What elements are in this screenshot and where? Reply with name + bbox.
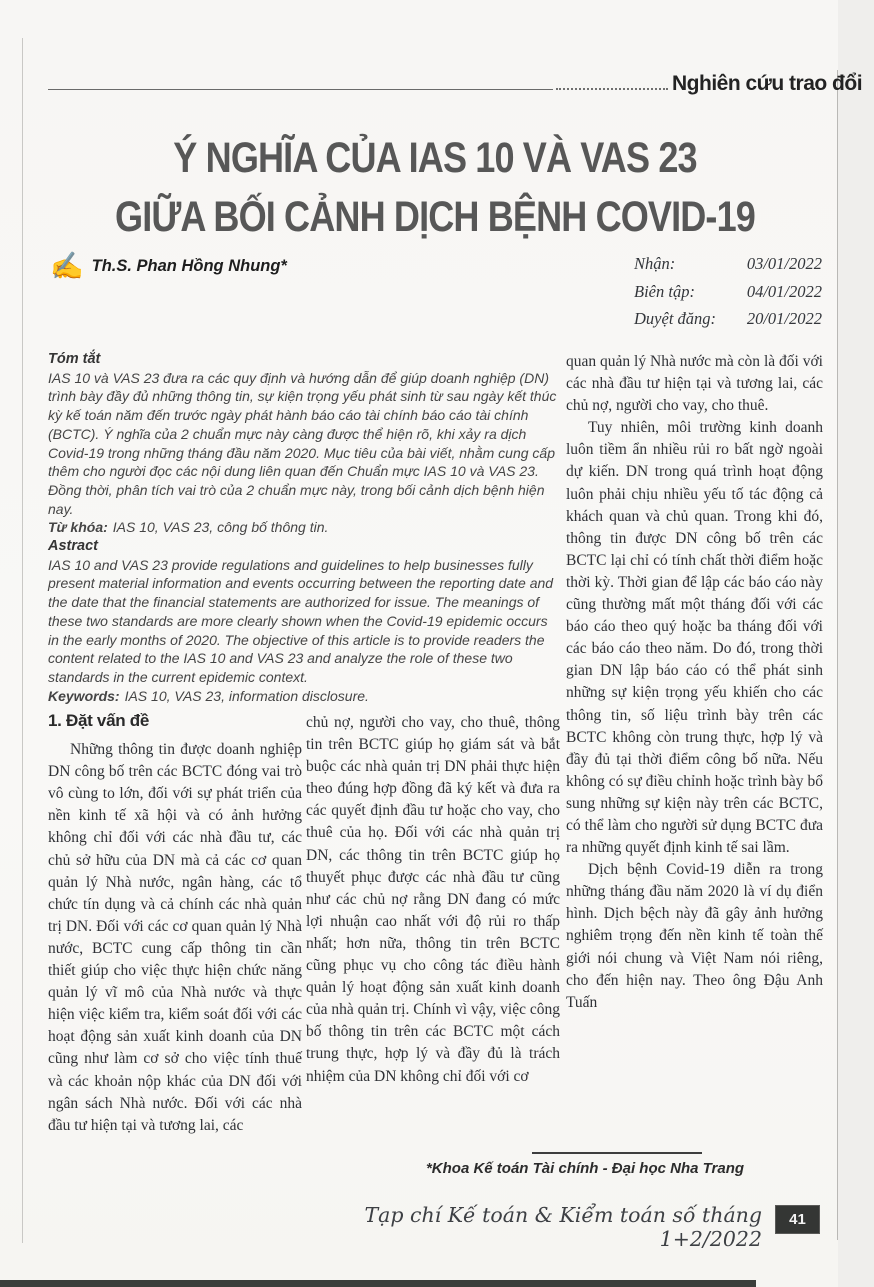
keywords-vi-line	[48, 518, 558, 537]
abstract-en-heading: Astract	[48, 538, 98, 555]
keywords-en-text: IAS 10, VAS 23, information disclosure.	[124, 687, 369, 704]
byline	[50, 253, 287, 280]
article-title	[87, 128, 782, 246]
keywords-en-line	[48, 687, 558, 706]
section-heading: 1. Đặt vấn đề	[48, 711, 149, 730]
date-edited	[634, 278, 822, 306]
date-value: 03/01/2022	[746, 254, 822, 273]
scan-edge-shadow	[838, 0, 874, 1287]
keywords-en-label: Keywords:	[48, 687, 120, 704]
writing-hand-icon: ✍	[50, 251, 84, 281]
bottom-scan-band	[0, 1280, 756, 1287]
header-rule	[48, 89, 553, 90]
keywords-vi-label: Từ khóa:	[48, 519, 108, 536]
date-value: 04/01/2022	[746, 281, 822, 301]
paragraph: Dịch bệnh Covid-19 diễn ra trong những tháng đầu năm 2020 là ví dụ điển hình. Dịch bệch này đã gây ảnh hưởng nghiêm trọng đến nền kinh tế toàn thế giới nói chung và Việt Nam nói riêng, cho đến hiện nay. Theo ông Đậu Anh Tuấn	[566, 861, 823, 1011]
author-affiliation-footnote: *Khoa Kế toán Tài chính - Đại học Nha Trang	[425, 1160, 745, 1177]
date-label: Biên tập:	[634, 281, 695, 301]
submission-dates	[634, 250, 822, 333]
abstract-vi-heading: Tóm tắt	[48, 351, 101, 367]
paragraph: chủ nợ, người cho vay, cho thuê, thông tin trên BCTC giúp họ giám sát và bắt buộc các nhà quản trị DN phải thực hiện theo đúng hợp đồng đã ký kết và đưa ra các quyết định đầu tư hoặc cho vay, cho thuê của họ. Đối với các nhà quản trị DN, các thông tin trên BCTC giúp họ thuyết phục được các nhà đầu tư cũng như các chủ nợ rằng DN đang có mức lợi nhuận cao nhất với độ rủi ro thấp nhất; hơn nữa, thông tin trên BCTC cũng phục vụ cho công tác điều hành quản lý hoạt động sản xuất kinh doanh của nhà quản trị. Chính vì vậy, việc công bố thông tin trên các BCTC một cách trung thực, hợp lý và đầy đủ là trách nhiệm của DN không chỉ đối với cơ	[306, 714, 560, 1085]
body-column-middle	[306, 712, 560, 1088]
date-value: 20/01/2022	[746, 309, 822, 328]
body-column-right	[566, 351, 823, 1014]
page-fold-line	[837, 70, 838, 1240]
section-header-label: Nghiên cứu trao đổi	[672, 72, 863, 95]
abstract-block	[48, 350, 558, 705]
abstract-vi-body: IAS 10 và VAS 23 đưa ra các quy định và hướng dẫn để giúp doanh nghiệp (DN) trình bày đầy đủ những thông tin, sự kiện trọng yếu phát sinh từ sau ngày kết thúc kỳ kế toán năm đến trước ngày phát hành báo cáo tài chính báo cáo tài chính (BCTC). Ý nghĩa của 2 chuẩn mực này càng được thể hiện rõ, khi xảy ra dịch Covid-19 trong những tháng đầu năm 2020. Mục tiêu của bài viết, nhằm cung cấp thêm cho người đọc các nội dung liên quan đến Chuẩn mực IAS 10 và VAS 23. Đồng thời, phân tích vai trò của 2 chuẩn mực này, trong bối cảnh dịch bệnh hiện nay.	[48, 369, 557, 517]
date-approved	[634, 305, 822, 333]
journal-footer-title: Tạp chí Kế toán & Kiểm toán số tháng 1+2/2022	[364, 1203, 762, 1251]
article-title-line2: GIỮA BỐI CẢNH DỊCH BỆNH COVID-19	[115, 192, 755, 241]
date-received	[634, 250, 822, 278]
column-left-text	[48, 739, 302, 1137]
keywords-vi-text: IAS 10, VAS 23, công bố thông tin.	[112, 519, 329, 536]
author-name: Th.S. Phan Hồng Nhung*	[91, 257, 287, 275]
page-number-badge: 41	[776, 1206, 819, 1233]
body-column-left	[48, 710, 302, 1137]
scan-left-line	[22, 38, 23, 1243]
column-right-text	[566, 351, 823, 1014]
paragraph: Tuy nhiên, môi trường kinh doanh luôn tiềm ẩn nhiều rủi ro bất ngờ ngoài dự kiến. DN trong quá trình hoạt động luôn phải chịu nhiều yếu tố tác động cả khách quan và chủ quan. Trong khi đó, thông tin được DN công bố trên các BCTC lại chỉ có tính chất thời điểm hoặc thời kỳ. Thời gian để lập các báo cáo này cũng thường mất một tháng đối với các báo cáo theo quý hoặc ba tháng đối với các báo cáo theo năm. Do đó, trong thời gian DN lập báo cáo có thể phát sinh những sự kiện trọng yếu khiến cho các thông tin, số liệu trình bày trên các BCTC không còn trung thực, hợp lý và đầy đủ tại thời điểm công bố nữa. Nếu không có sự điều chỉnh hoặc trình bày bổ sung những sự kiện này trên các BCTC, có thể làm cho người sử dụng BCTC đưa ra những quyết định kinh tế sai lầm.	[566, 419, 823, 857]
paragraph: Những thông tin được doanh nghiệp DN công bố trên các BCTC đóng vai trò vô cùng to lớn, đối với sự phát triển của nền kinh tế xã hội và có ảnh hưởng không chỉ đối với các nhà đầu tư, các chủ sở hữu của DN mà cả các cơ quan quản lý Nhà nước, ngân hàng, các tổ chức tín dụng và cả chính các nhà quản trị DN. Đối với các cơ quan quản lý Nhà nước, BCTC cung cấp thông tin cần thiết giúp cho việc thực hiện chức năng quản lý vĩ mô của Nhà nước và thực hiện việc kiểm tra, kiểm soát đối với các hoạt động sản xuất kinh doanh của DN cũng như làm cơ sở cho việc tính thuế và các khoản nộp khác của DN đối với ngân sách Nhà nước. Đối với các nhà đầu tư hiện tại và tương lai, các	[48, 741, 302, 1134]
header-dotted-rule	[556, 84, 668, 90]
date-label: Duyệt đăng:	[634, 309, 717, 328]
abstract-en-body: IAS 10 and VAS 23 provide regulations and guidelines to help businesses fully present material information and events occurring between the reporting date and the date that the financial statements are authorized for issue. The meanings of these two standards are more clearly shown when the Covid-19 epidemic occurs in the early months of 2020. The objective of this article is to provide readers the content related to the IAS 10 and VAS 23 and analyze the role of these two standards in the current epidemic context.	[48, 556, 554, 685]
article-title-line1: Ý NGHĨA CỦA IAS 10 VÀ VAS 23	[173, 133, 697, 182]
column-middle-text	[306, 712, 560, 1088]
footnote-rule	[532, 1152, 702, 1154]
date-label: Nhận:	[634, 254, 676, 273]
paragraph: quan quản lý Nhà nước mà còn là đối với các nhà đầu tư hiện tại và tương lai, các chủ nợ, người cho vay, cho thuê.	[566, 353, 823, 415]
